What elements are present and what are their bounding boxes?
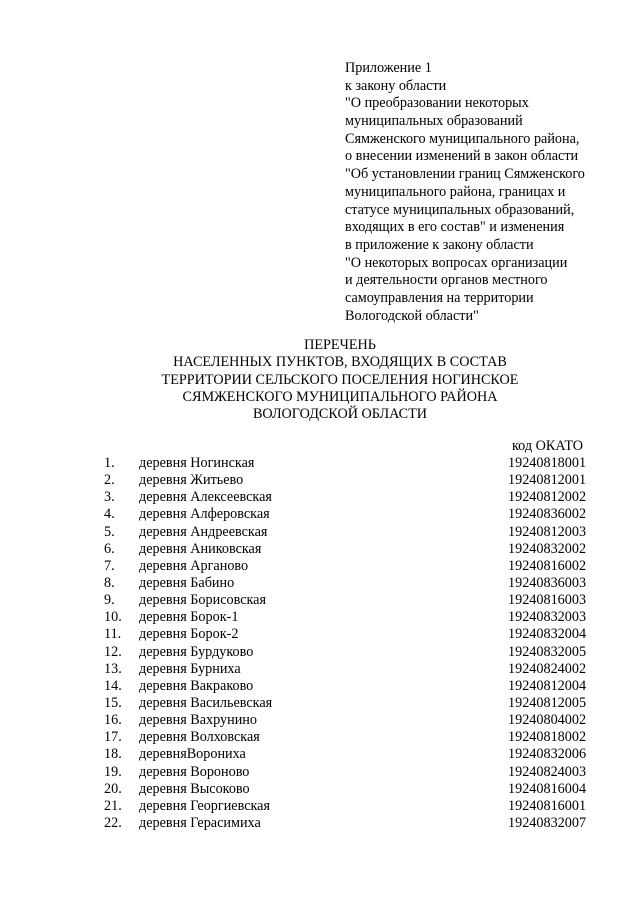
row-number: 14. — [104, 677, 122, 694]
settlement-name: деревня Вороново — [139, 763, 250, 780]
settlement-name: деревня Борок-1 — [139, 609, 239, 626]
row-number: 2. — [104, 472, 115, 489]
list-item — [0, 541, 640, 558]
row-number: 9. — [104, 592, 115, 609]
settlement-name: деревня Борок-2 — [139, 626, 239, 643]
okato-code: 19240816003 — [508, 592, 587, 609]
list-item — [0, 764, 640, 781]
row-number: 7. — [104, 557, 115, 574]
row-number: 6. — [104, 540, 115, 557]
okato-column-header: код ОКАТО — [512, 438, 584, 454]
row-number: 11. — [104, 626, 122, 643]
okato-code: 19240824002 — [508, 660, 587, 677]
settlement-name: деревня Высоково — [139, 780, 250, 797]
settlement-list — [0, 455, 640, 832]
title-line: ПЕРЕЧЕНЬ — [304, 337, 376, 353]
list-item — [0, 558, 640, 575]
row-number: 5. — [104, 523, 115, 540]
row-number: 18. — [104, 746, 122, 763]
row-number: 4. — [104, 506, 115, 523]
row-number: 10. — [104, 609, 122, 626]
okato-code: 19240832003 — [508, 609, 587, 626]
okato-code: 19240832007 — [508, 814, 587, 831]
okato-code: 19240812001 — [508, 472, 587, 489]
annex-line: статусе муниципальных образований, — [345, 201, 575, 218]
list-item — [0, 626, 640, 643]
annex-line: Вологодской области" — [345, 307, 479, 324]
row-number: 12. — [104, 643, 122, 660]
list-item — [0, 489, 640, 506]
title-line: НАСЕЛЕННЫХ ПУНКТОВ, ВХОДЯЩИХ В СОСТАВ — [173, 354, 507, 371]
list-item — [0, 524, 640, 541]
annex-line: о внесении изменений в закон области — [345, 148, 579, 165]
okato-code: 19240824003 — [508, 763, 587, 780]
annex-line: Сямженского муниципального района, — [345, 130, 580, 147]
settlement-name: деревня Бабино — [139, 574, 235, 591]
annex-line: самоуправления на территории — [345, 289, 534, 306]
list-item — [0, 781, 640, 798]
list-item — [0, 644, 640, 661]
settlement-name: деревня Ногинская — [139, 455, 255, 471]
list-item — [0, 592, 640, 609]
settlement-name: деревня Борисовская — [139, 592, 267, 609]
list-item — [0, 661, 640, 678]
list-item — [0, 798, 640, 815]
settlement-name: деревня Георгиевская — [139, 797, 270, 814]
okato-code: 19240836003 — [508, 574, 587, 591]
okato-code: 19240818002 — [508, 729, 587, 746]
settlement-name: деревняВорониха — [139, 746, 246, 763]
title-line: ТЕРРИТОРИИ СЕЛЬСКОГО ПОСЕЛЕНИЯ НОГИНСКОЕ — [161, 371, 519, 388]
list-item — [0, 712, 640, 729]
list-item — [0, 729, 640, 746]
row-number: 3. — [104, 489, 115, 506]
list-item — [0, 695, 640, 712]
okato-code: 19240832005 — [508, 643, 587, 660]
annex-line: "Об установлении границ Сямженского — [345, 166, 585, 183]
annex-line: к закону области — [345, 77, 447, 94]
okato-code: 19240816001 — [508, 797, 587, 814]
row-number: 21. — [104, 797, 122, 814]
settlement-name: деревня Бурдуково — [139, 643, 254, 660]
annex-line: входящих в его состав" и изменения — [345, 219, 565, 236]
okato-code: 19240812005 — [508, 694, 587, 711]
settlement-name: деревня Аниковская — [139, 540, 262, 557]
settlement-name: деревня Вакраково — [139, 677, 254, 694]
okato-code: 19240832006 — [508, 746, 587, 763]
row-number: 17. — [104, 729, 122, 746]
settlement-name: деревня Житьево — [139, 472, 244, 489]
settlement-name: деревня Андреевская — [139, 523, 268, 540]
annex-line: в приложение к закону области — [345, 236, 534, 253]
row-number: 15. — [104, 694, 122, 711]
settlement-name: деревня Арганово — [139, 557, 249, 574]
okato-code: 19240818001 — [508, 455, 587, 471]
title-line: ВОЛОГОДСКОЙ ОБЛАСТИ — [252, 406, 428, 423]
okato-code: 19240816002 — [508, 557, 587, 574]
list-item — [0, 609, 640, 626]
list-item — [0, 455, 640, 472]
row-number: 19. — [104, 763, 122, 780]
annex-line: "О преобразовании некоторых — [345, 95, 529, 112]
row-number: 1. — [104, 455, 115, 471]
settlement-name: деревня Васильевская — [139, 694, 273, 711]
list-item — [0, 678, 640, 695]
annex-header — [345, 60, 635, 325]
okato-code: 19240812004 — [508, 677, 587, 694]
okato-code: 19240812003 — [508, 523, 587, 540]
list-item — [0, 575, 640, 592]
title-line: СЯМЖЕНСКОГО МУНИЦИПАЛЬНОГО РАЙОНА — [182, 388, 498, 405]
annex-line: муниципального района, границах и — [345, 183, 566, 200]
row-number: 8. — [104, 574, 115, 591]
row-number: 22. — [104, 814, 122, 831]
annex-line: "О некоторых вопросах организации — [345, 254, 568, 271]
okato-code: 19240832004 — [508, 626, 587, 643]
okato-code: 19240812002 — [508, 489, 587, 506]
list-item — [0, 506, 640, 523]
document-title — [120, 337, 560, 423]
okato-code: 19240816004 — [508, 780, 587, 797]
settlement-name: деревня Вахрунино — [139, 712, 257, 729]
annex-line: Приложение 1 — [345, 60, 432, 76]
list-item — [0, 815, 640, 832]
settlement-name: деревня Алферовская — [139, 506, 270, 523]
list-item — [0, 746, 640, 763]
row-number: 13. — [104, 660, 122, 677]
annex-line: и деятельности органов местного — [345, 272, 548, 289]
row-number: 20. — [104, 780, 122, 797]
settlement-name: деревня Волховская — [139, 729, 260, 746]
settlement-name: деревня Герасимиха — [139, 814, 261, 831]
settlement-name: деревня Бурниха — [139, 660, 241, 677]
row-number: 16. — [104, 712, 122, 729]
okato-code: 19240832002 — [508, 540, 587, 557]
settlement-name: деревня Алексеевская — [139, 489, 272, 506]
okato-code: 19240836002 — [508, 506, 587, 523]
okato-code: 19240804002 — [508, 712, 587, 729]
list-item — [0, 472, 640, 489]
annex-line: муниципальных образований — [345, 113, 523, 130]
